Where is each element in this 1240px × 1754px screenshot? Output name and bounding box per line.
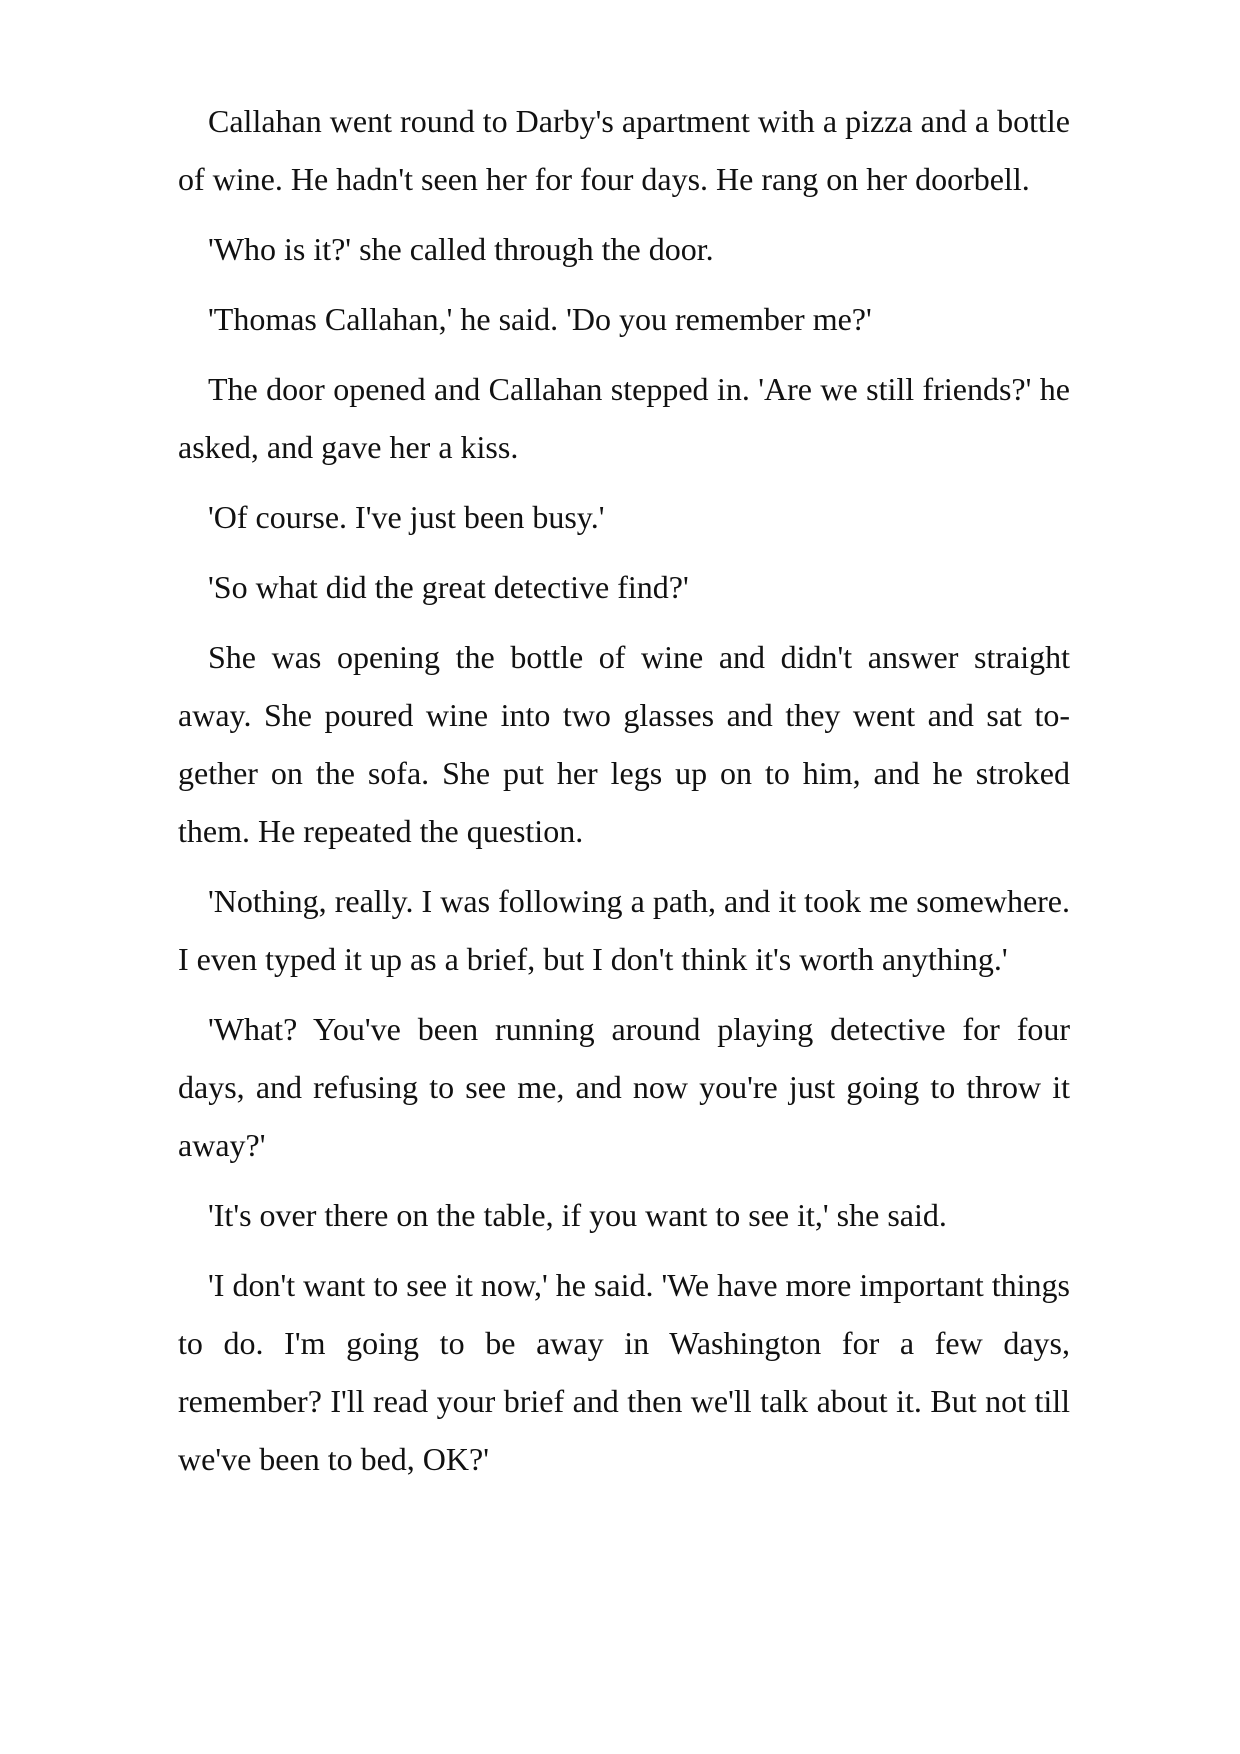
- page-body: [178, 92, 1070, 1500]
- paragraph: 'What? You've been running around playing detective for four days, and refusing to see me, and now you're just going to throw it away?': [178, 1011, 1070, 1163]
- paragraph: 'Thomas Callahan,' he said. 'Do you remember me?': [208, 301, 872, 337]
- paragraph: 'Nothing, really. I was following a path, and it took me somewhere. I even typed it up as a brief, but I don't think it's worth anything.': [178, 883, 1070, 977]
- paragraph: 'It's over there on the table, if you want to see it,' she said.: [208, 1197, 947, 1233]
- paragraph: Callahan went round to Darby's apartment with a pizza and a bottle of wine. He hadn't seen her for four days. He rang on her doorbell.: [178, 103, 1070, 197]
- paragraph: 'Of course. I've just been busy.': [208, 499, 605, 535]
- paragraph: The door opened and Callahan stepped in. 'Are we still friends?' he asked, and gave her a kiss.: [178, 371, 1070, 465]
- paragraph: 'So what did the great detective find?': [208, 569, 689, 605]
- paragraph: 'I don't want to see it now,' he said. 'We have more important things to do. I'm going to be away in Washington for a few days, remember? I'll read your brief and then we'll talk about it. But not till we've been to bed, OK?': [178, 1267, 1070, 1477]
- paragraph: She was opening the bottle of wine and didn't answer straight away. She poured wine into two glasses and they went and sat together on the sofa. She put her legs up on to him, and he stroked them. He repeated the question.: [178, 639, 1070, 849]
- paragraph: 'Who is it?' she called through the door.: [208, 231, 714, 267]
